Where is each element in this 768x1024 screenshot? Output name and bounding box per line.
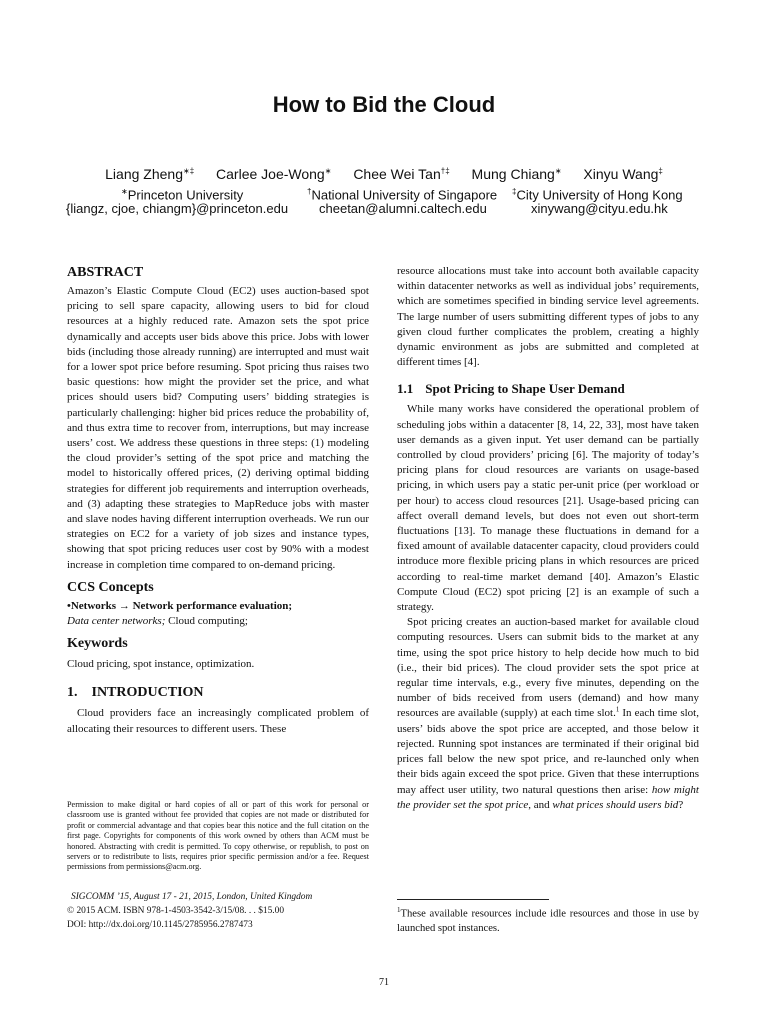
paragraph: Spot pricing creates an auction-based market for available cloud computing resources. Users can submit bids to the market at any time, using the spot price history to help decide how much to bid (i.e., their bid prices). The cloud provider sets the spot price at regular time intervals, e.g., every five minutes, depending on the number of bids received from users (demand) and how many resources are available (supply) at each time slot.$^1$ In each time slot, users’ bids above the spot price are accepted, and those below it rejected. Running spot instances are terminated if their original bid prices fall below the new spot price, and re-launched only when their bids again exceed the spot price. Given that these interruptions may affect user utility, two natural questions then arise: how might the provider set the spot price, and what prices should users bid? (397, 616, 699, 811)
ccs-heading: CCS Concepts (67, 579, 154, 595)
publication-info (67, 890, 369, 932)
intro-text: Cloud providers face an increasingly complicated problem of allocating their resources to different users. These (67, 707, 369, 735)
author: Liang Zheng∗‡ (105, 166, 195, 182)
copyright-line: © 2015 ACM. ISBN 978-1-4503-3542-3/15/08. . . $15.00 (67, 906, 285, 916)
paper-title: How to Bid the Cloud (272, 92, 496, 117)
paragraph: While many works have considered the operational problem of scheduling jobs within a datacenter [8, 14, 22, 33], most have taken user demands as a given input. Yet user demand can be partially controlled by cloud providers’ pricing [6]. The majority of today’s pricing plans for cloud resources are variants on usage-based pricing, in which users pay a static per-unit price (per workload or per hour) to access cloud resources [21]. Usage-based pricing can affect overall demand levels, but does not even out short-term fluctuations [13]. To manage these fluctuations in demand for a fixed amount of available datacenter capacity, cloud providers could introduce more flexible pricing plans in which resources are priced according to real-time market demand [40]. Amazon’s Elastic Compute Cloud (EC2) spot pricing [2] is an example of such a strategy. (397, 403, 699, 614)
affiliation: ∗Princeton University (121, 187, 244, 203)
intro-continued: resource allocations must take into account both available capacity within datacenter networks as well as individual jobs’ requirements, which are sometimes specified in binding service level agreements. The large number of users submitting different types of jobs to any given cloud further complicates the problem, creating a highly dynamic environment as jobs are submitted and completed at different times [4]. (397, 265, 699, 369)
abstract-heading: ABSTRACT (67, 265, 144, 280)
keywords-text: Cloud pricing, spot instance, optimization. (67, 658, 255, 671)
email: xinywang@cityu.edu.hk (531, 201, 668, 216)
permission-notice: Permission to make digital or hard copies of all or part of this work for personal or classroom use is granted without fee provided that copies are not made or distributed for profit or commercial advantage and that copies bear this notice and the full citation on the first page. Copyrights for components of this work owned by others than ACM must be honored. Abstracting with credit is permitted. To copy otherwise, or republish, to post on servers or to redistribute to lists, requires prior specific permission and/or a fee. Request permissions from permissions@acm.org. (67, 800, 369, 872)
affiliation: ‡City University of Hong Kong (512, 187, 683, 203)
ccs-concepts: •Networks → Network performance evaluation; Data center networks; Cloud computing; (67, 599, 293, 628)
keywords-heading: Keywords (67, 636, 128, 652)
intro-heading: 1. INTRODUCTION (67, 685, 204, 701)
email: {liangz, cjoe, chiangm}@princeton.edu (66, 201, 289, 216)
doi-line[interactable]: DOI: http://dx.doi.org/10.1145/2785956.2787473 (67, 920, 253, 930)
affiliation: †National University of Singapore (307, 187, 498, 203)
author: Chee Wei Tan†‡ (353, 166, 450, 182)
page-number: 71 (379, 977, 389, 988)
footnote-rule (397, 899, 549, 900)
author: Carlee Joe-Wong∗ (216, 166, 332, 182)
author-list (0, 166, 768, 183)
author: Mung Chiang∗ (471, 166, 562, 182)
email: cheetan@alumni.caltech.edu (319, 201, 487, 216)
author: Xinyu Wang‡ (583, 166, 663, 182)
right-column (397, 264, 699, 813)
left-column (67, 264, 369, 737)
footnote: $^1$These available resources include idle resources and those in use by launched spot instances. (397, 906, 699, 934)
subsection-heading: 1.1 Spot Pricing to Shape User Demand (397, 381, 625, 397)
abstract-text: Amazon’s Elastic Compute Cloud (EC2) uses auction-based spot pricing to sell spare capacity, allowing users to bid for cloud resources at a highly reduced rate. Amazon sets the spot price dynamically and accepts user bids above this price. Jobs with lower bids (including those already running) are interrupted and must wait for a lower spot price before resuming. Spot pricing thus raises two basic questions: how might the provider set the price, and what prices should users bid? Computing users’ bidding strategies is particularly challenging: higher bid prices reduce the probability of, and thus extra time to recover from, interruptions, but may increase users’ cost. We address these questions in three steps: (1) modeling the cloud provider’s setting of the spot price and matching the model to historically offered prices, (2) deriving optimal bidding strategies for different job requirements and interruption overheads, and (3) adapting these strategies to MapReduce jobs with master and slave nodes having different interruption overheads. We run our strategies on EC2 for a variety of job sizes and instance types, showing that spot pricing reduces user cost by 90% with a modest increase in completion time compared to on-demand pricing. (67, 285, 369, 571)
conference-line: SIGCOMM ’15, August 17 - 21, 2015, London, United Kingdom (71, 892, 313, 902)
